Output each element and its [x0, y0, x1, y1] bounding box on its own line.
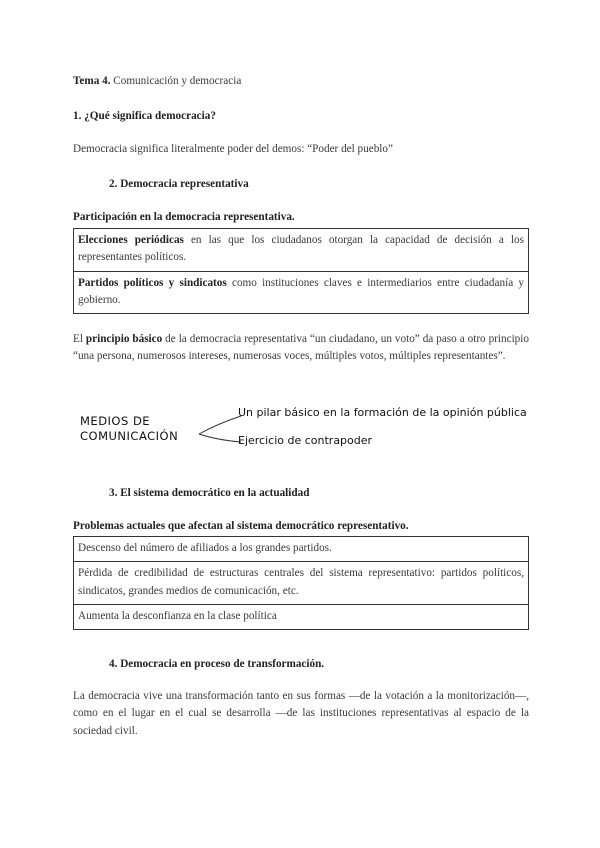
section-2-paragraph: El principio básico de la democracia representativa “un ciudadano, un voto” da paso a otro principio “una persona, numerosos intereses, numerosas voces, múltiples votos, múltiples representantes”. — [73, 333, 529, 363]
table-row — [74, 605, 529, 630]
topic-label: Tema 4. — [73, 75, 111, 87]
table-cell: Descenso del número de afiliados a los grandes partidos. — [74, 537, 529, 562]
table-cell: Partidos políticos y sindicatos como instituciones claves e intermediarios entre ciudadanía y gobierno. — [74, 271, 529, 314]
diagram-title: MEDIOS DE COMUNICACIÓN — [80, 414, 179, 443]
section-4-heading: 4. Democracia en proceso de transformación. — [109, 658, 325, 670]
section-1-text: Democracia significa literalmente poder del demos: “Poder del pueblo” — [73, 143, 393, 155]
section-2-subheading: Participación en la democracia representativa. — [73, 211, 295, 223]
table-cell: Elecciones periódicas en las que los ciudadanos otorgan la capacidad de decisión a los representantes políticos. — [74, 229, 529, 272]
arrow-up-line — [199, 416, 241, 434]
section-2-heading: 2. Democracia representativa — [109, 178, 249, 190]
section-3-heading: 3. El sistema democrático en la actualidad — [109, 487, 310, 499]
brace-arrows — [195, 412, 243, 446]
section-4-text: La democracia vive una transformación tanto en sus formas —de la votación a la monitorización—, como en el lugar en el cual se desarrolla —de las instituciones representativas al espacio de la sociedad civil. — [73, 690, 529, 737]
table-row — [74, 229, 529, 272]
diagram-branch-top: Un pilar básico en la formación de la opinión pública — [238, 406, 527, 419]
table-row — [74, 271, 529, 314]
arrow-down-line — [199, 434, 241, 442]
problems-table — [73, 536, 529, 630]
table-cell: Pérdida de credibilidad de estructuras centrales del sistema representativo: partidos políticos, sindicatos, grandes medios de comunicación, etc. — [74, 562, 529, 605]
table-row — [74, 537, 529, 562]
topic-name: Comunicación y democracia — [113, 75, 242, 87]
topic-title — [73, 73, 241, 90]
section-3-subheading: Problemas actuales que afectan al sistema democrático representativo. — [73, 520, 409, 532]
table-cell: Aumenta la desconfianza en la clase política — [74, 605, 529, 630]
table-row — [74, 562, 529, 605]
diagram-branch-bottom: Ejercicio de contrapoder — [238, 434, 373, 447]
participation-table — [73, 228, 529, 314]
section-1-heading: 1. ¿Qué significa democracia? — [73, 110, 216, 122]
